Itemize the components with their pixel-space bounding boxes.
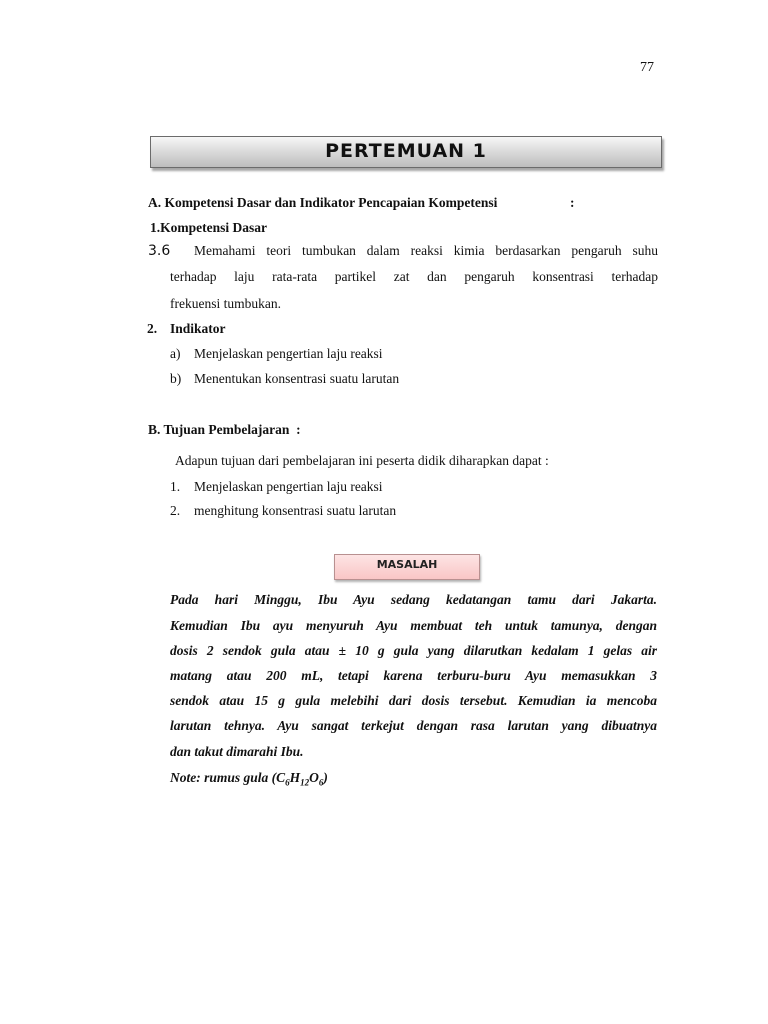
indikator-item-a: Menjelaskan pengertian laju reaksi [194,346,383,361]
tujuan-marker-2: 2. [170,503,181,518]
story-line-3: dosis 2 sendok gula atau ± 10 g gula yang dilarutkan kedalam 1 gelas air [170,643,657,658]
kompetensi-dasar-heading: 1.Kompetensi Dasar [150,220,267,235]
indikator-item-b: Menentukan konsentrasi suatu larutan [194,371,400,386]
story-line-6: larutan tehnya. Ayu sangat terkejut dengan rasa larutan yang dibuatnya [170,718,657,733]
tujuan-marker-1: 1. [170,479,181,494]
page-title: PERTEMUAN 1 [325,140,487,162]
formula-h-subscript: 12 [300,777,310,788]
story-line-7: dan takut dimarahi Ibu. [170,744,304,759]
formula-o-subscript: 6 [318,777,324,788]
tujuan-item-1: Menjelaskan pengertian laju reaksi [194,479,383,494]
kd-line-3: frekuensi tumbukan. [170,296,281,311]
kd-line-2: terhadap laju rata-rata partikel zat dan pengaruh konsentrasi terhadap [170,269,658,284]
section-a-heading: A. Kompetensi Dasar dan Indikator Pencapaian Kompetensi [148,195,498,210]
formula-o: O [309,770,319,785]
masalah-label-box [334,554,480,580]
story-line-1: Pada hari Minggu, Ibu Ayu sedang kedatangan tamu dari Jakarta. [170,592,657,607]
kd-line-1: Memahami teori tumbukan dalam reaksi kimia berdasarkan pengaruh suhu [194,243,658,258]
section-b-heading: B. Tujuan Pembelajaran : [148,422,301,437]
story-line-5: sendok atau 15 g gula melebihi dari dosis tersebut. Kemudian ia mencoba [170,693,657,708]
title-banner [150,136,662,168]
story-line-4: matang atau 200 mL, tetapi karena terburu-buru Ayu memasukkan 3 [170,668,657,683]
story-line-2: Kemudian Ibu ayu menyuruh Ayu membuat teh untuk tamunya, dengan [170,618,657,633]
indikator-marker-a: a) [170,346,181,361]
indikator-heading: Indikator [170,321,226,336]
section-a-colon: : [570,195,575,210]
tujuan-intro: Adapun tujuan dari pembelajaran ini peserta didik diharapkan dapat : [175,453,549,468]
page-number: 77 [640,60,654,75]
indikator-marker-b: b) [170,371,182,386]
indikator-number: 2. [147,321,158,336]
formula-h: H [289,770,301,785]
masalah-label: MASALAH [376,558,438,571]
formula-note-suffix: ) [323,770,328,785]
formula-note [170,769,328,792]
formula-note-prefix: Note: rumus gula (C [170,770,286,785]
kd-number: 3.6 [148,243,171,259]
formula-c-subscript: 6 [285,777,290,788]
tujuan-item-2: menghitung konsentrasi suatu larutan [194,503,397,518]
